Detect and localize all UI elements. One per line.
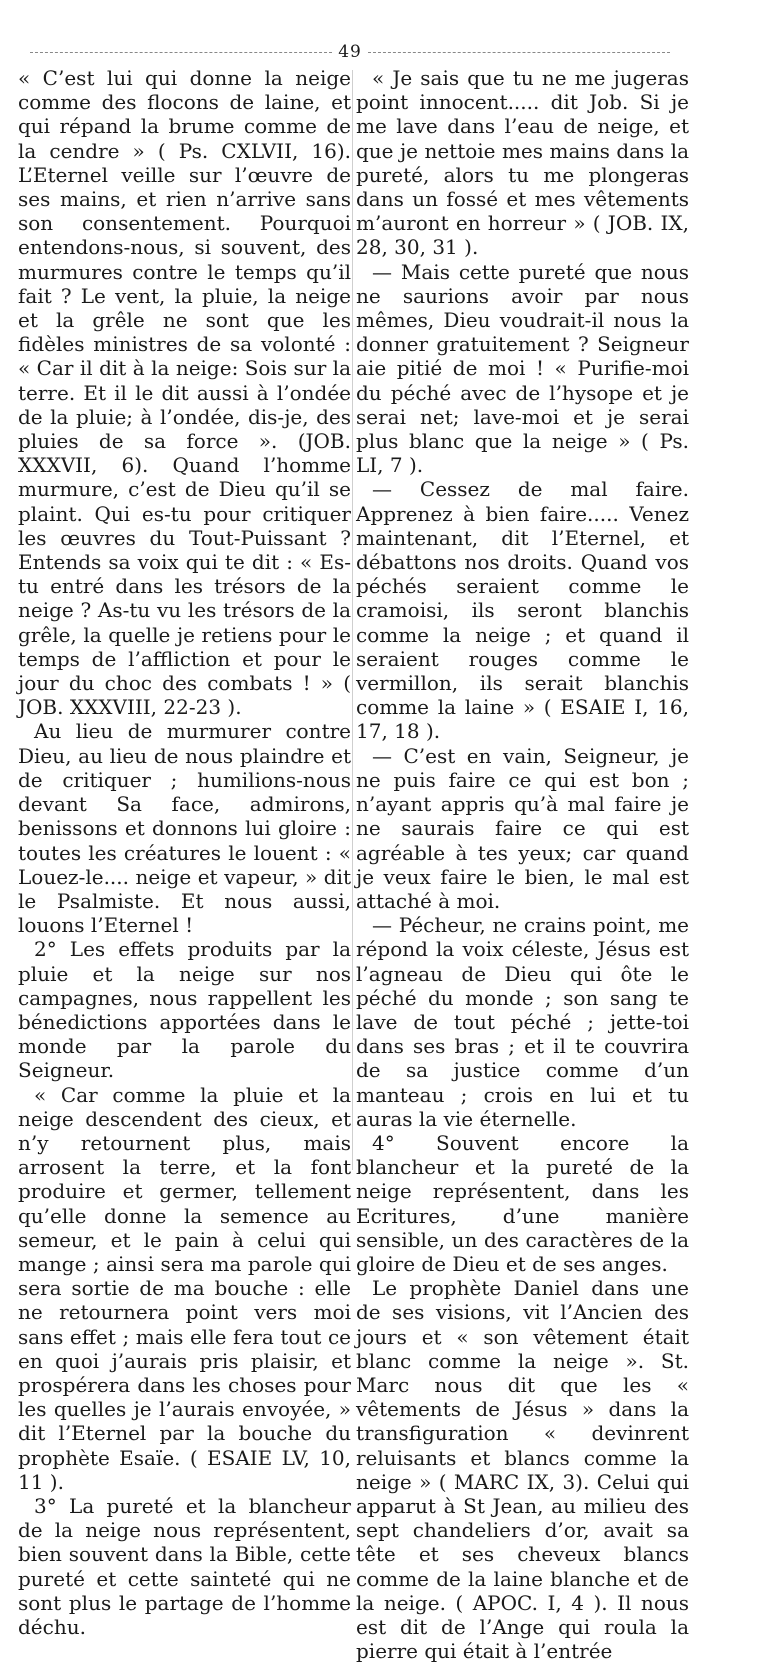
left-column <box>18 66 351 1639</box>
paragraph: Au lieu de murmurer contre Dieu, au lieu de nous plaindre et de critiquer ; humilions-nous devant Sa face, admirons, benissons et donnons lui gloire : toutes les créatures le louent : « Louez-le.... neige et vapeur, » dit le Psalmiste. Et nous aussi, louons l’Eternel ! <box>18 719 351 938</box>
paragraph: 4° Souvent encore la blancheur et la pureté de la neige représentent, dans les Ecritures, d’une manière sensible, un des caractères de la gloire de Dieu et de ses anges. <box>356 1130 689 1276</box>
paragraph: « Car comme la pluie et la neige descendent des cieux, et n’y retournent plus, mais arrosent la terre, et la font produire et germer, tellement qu’elle donne la semence au semeur, et le pain à celui qui mange ; ainsi sera ma parole qui sera sortie de ma bouche : elle ne retournera point vers moi sans effet ; mais elle fera tout ce en quoi j’aurais pris plaisir, et prospérera dans les choses pour les quelles je l’aurais envoyée, » dit l’Eternel par la bouche du prophète Esaïe. ( ESAIE LV, 10, 11 ). <box>18 1082 351 1494</box>
paragraph: — Cessez de mal faire. Apprenez à bien faire..... Venez maintenant, dit l’Eternel, et débattons nos droits. Quand vos péchés seraient comme le cramoisi, ils seront blanchis comme la neige ; et quand il seraient rouges comme le vermillon, ils serait blanchis comme la laine » ( ESAIE I, 16, 17, 18 ). <box>356 477 689 744</box>
paragraph: — Mais cette pureté que nous ne saurions avoir par nous mêmes, Dieu voudrait-il nous la donner gratuitement ? Seigneur aie pitié de moi ! « Purifie-moi du péché avec de l’hysope et je serai net; lave-moi et je serai plus blanc que la neige » ( Ps. LI, 7 ). <box>356 259 689 478</box>
paragraph: — C’est en vain, Seigneur, je ne puis faire ce qui est bon ; n’ayant appris qu’à mal faire je ne saurais faire ce qui est agréable à tes yeux; car quand je veux faire le bien, le mal est attaché à moi. <box>356 743 689 913</box>
paragraph: 2° Les effets produits par la pluie et la neige sur nos campagnes, nous rappellent les bénedictions apportées dans le monde par la parole du Seigneur. <box>18 937 351 1083</box>
header-rule-right <box>368 52 670 53</box>
paragraph: Le prophète Daniel dans une de ses visions, vit l’Ancien des jours et « son vêtement était blanc comme la neige ». St. Marc nous dit que les « vêtements de Jésus » dans la transfiguration « devinrent reluisants et blancs comme la neige » ( MARC IX, 3). Celui qui apparut à St Jean, au milieu des sept chandeliers d’or, avait sa tête et ses cheveux blancs comme de la laine blanche et de la neige. ( APOC. I, 4 ). Il nous est dit de l’Ange qui roula la pierre qui était à l’entrée <box>356 1276 689 1663</box>
paragraph: — Pécheur, ne crains point, me répond la voix céleste, Jésus est l’agneau de Dieu qui ôte le péché du monde ; son sang te lave de tout péché ; jette-toi dans ses bras ; et il te couvrira de sa justice comme d’un manteau ; crois en lui et tu auras la vie éternelle. <box>356 913 689 1131</box>
page-number: 49 <box>338 42 362 62</box>
paragraph: « Je sais que tu ne me jugeras point innocent..... dit Job. Si je me lave dans l’eau de neige, et que je nettoie mes mains dans la pureté, alors tu me plongeras dans un fossé et mes vêtements m’auront en horreur » ( JOB. IX, 28, 30, 31 ). <box>356 66 689 260</box>
column-divider <box>352 70 353 1170</box>
header-rule-left <box>30 52 332 53</box>
page-header <box>30 40 670 64</box>
paragraph: 3° La pureté et la blancheur de la neige nous représentent, bien souvent dans la Bible, cette pureté et cette sainteté qui ne sont plus le partage de l’homme déchu. <box>18 1493 351 1639</box>
right-column <box>356 66 689 1663</box>
paragraph: « C’est lui qui donne la neige comme des flocons de laine, et qui répand la brume comme de la cendre » ( Ps. CXLVII, 16). L’Eternel veille sur l’œuvre de ses mains, et rien n’arrive sans son consentement. Pourquoi entendons-nous, si souvent, des murmures contre le temps qu’il fait ? Le vent, la pluie, la neige et la grêle ne sont que les fidèles ministres de sa volonté : « Car il dit à la neige: Sois sur la terre. Et il le dit aussi à l’ondée de la pluie; à l’ondée, dis-je, des pluies de sa force ». (JOB. XXXVII, 6). Quand l’homme murmure, c’est de Dieu qu’il se plaint. Qui es-tu pour critiquer les œuvres du Tout-Puissant ? Entends sa voix qui te dit : « Es-tu entré dans les trésors de la neige ? As-tu vu les trésors de la grêle, la quelle je retiens pour le temps de l’affliction et pour le jour du choc des combats ! » ( JOB. XXXVIII, 22-23 ). <box>18 66 351 720</box>
